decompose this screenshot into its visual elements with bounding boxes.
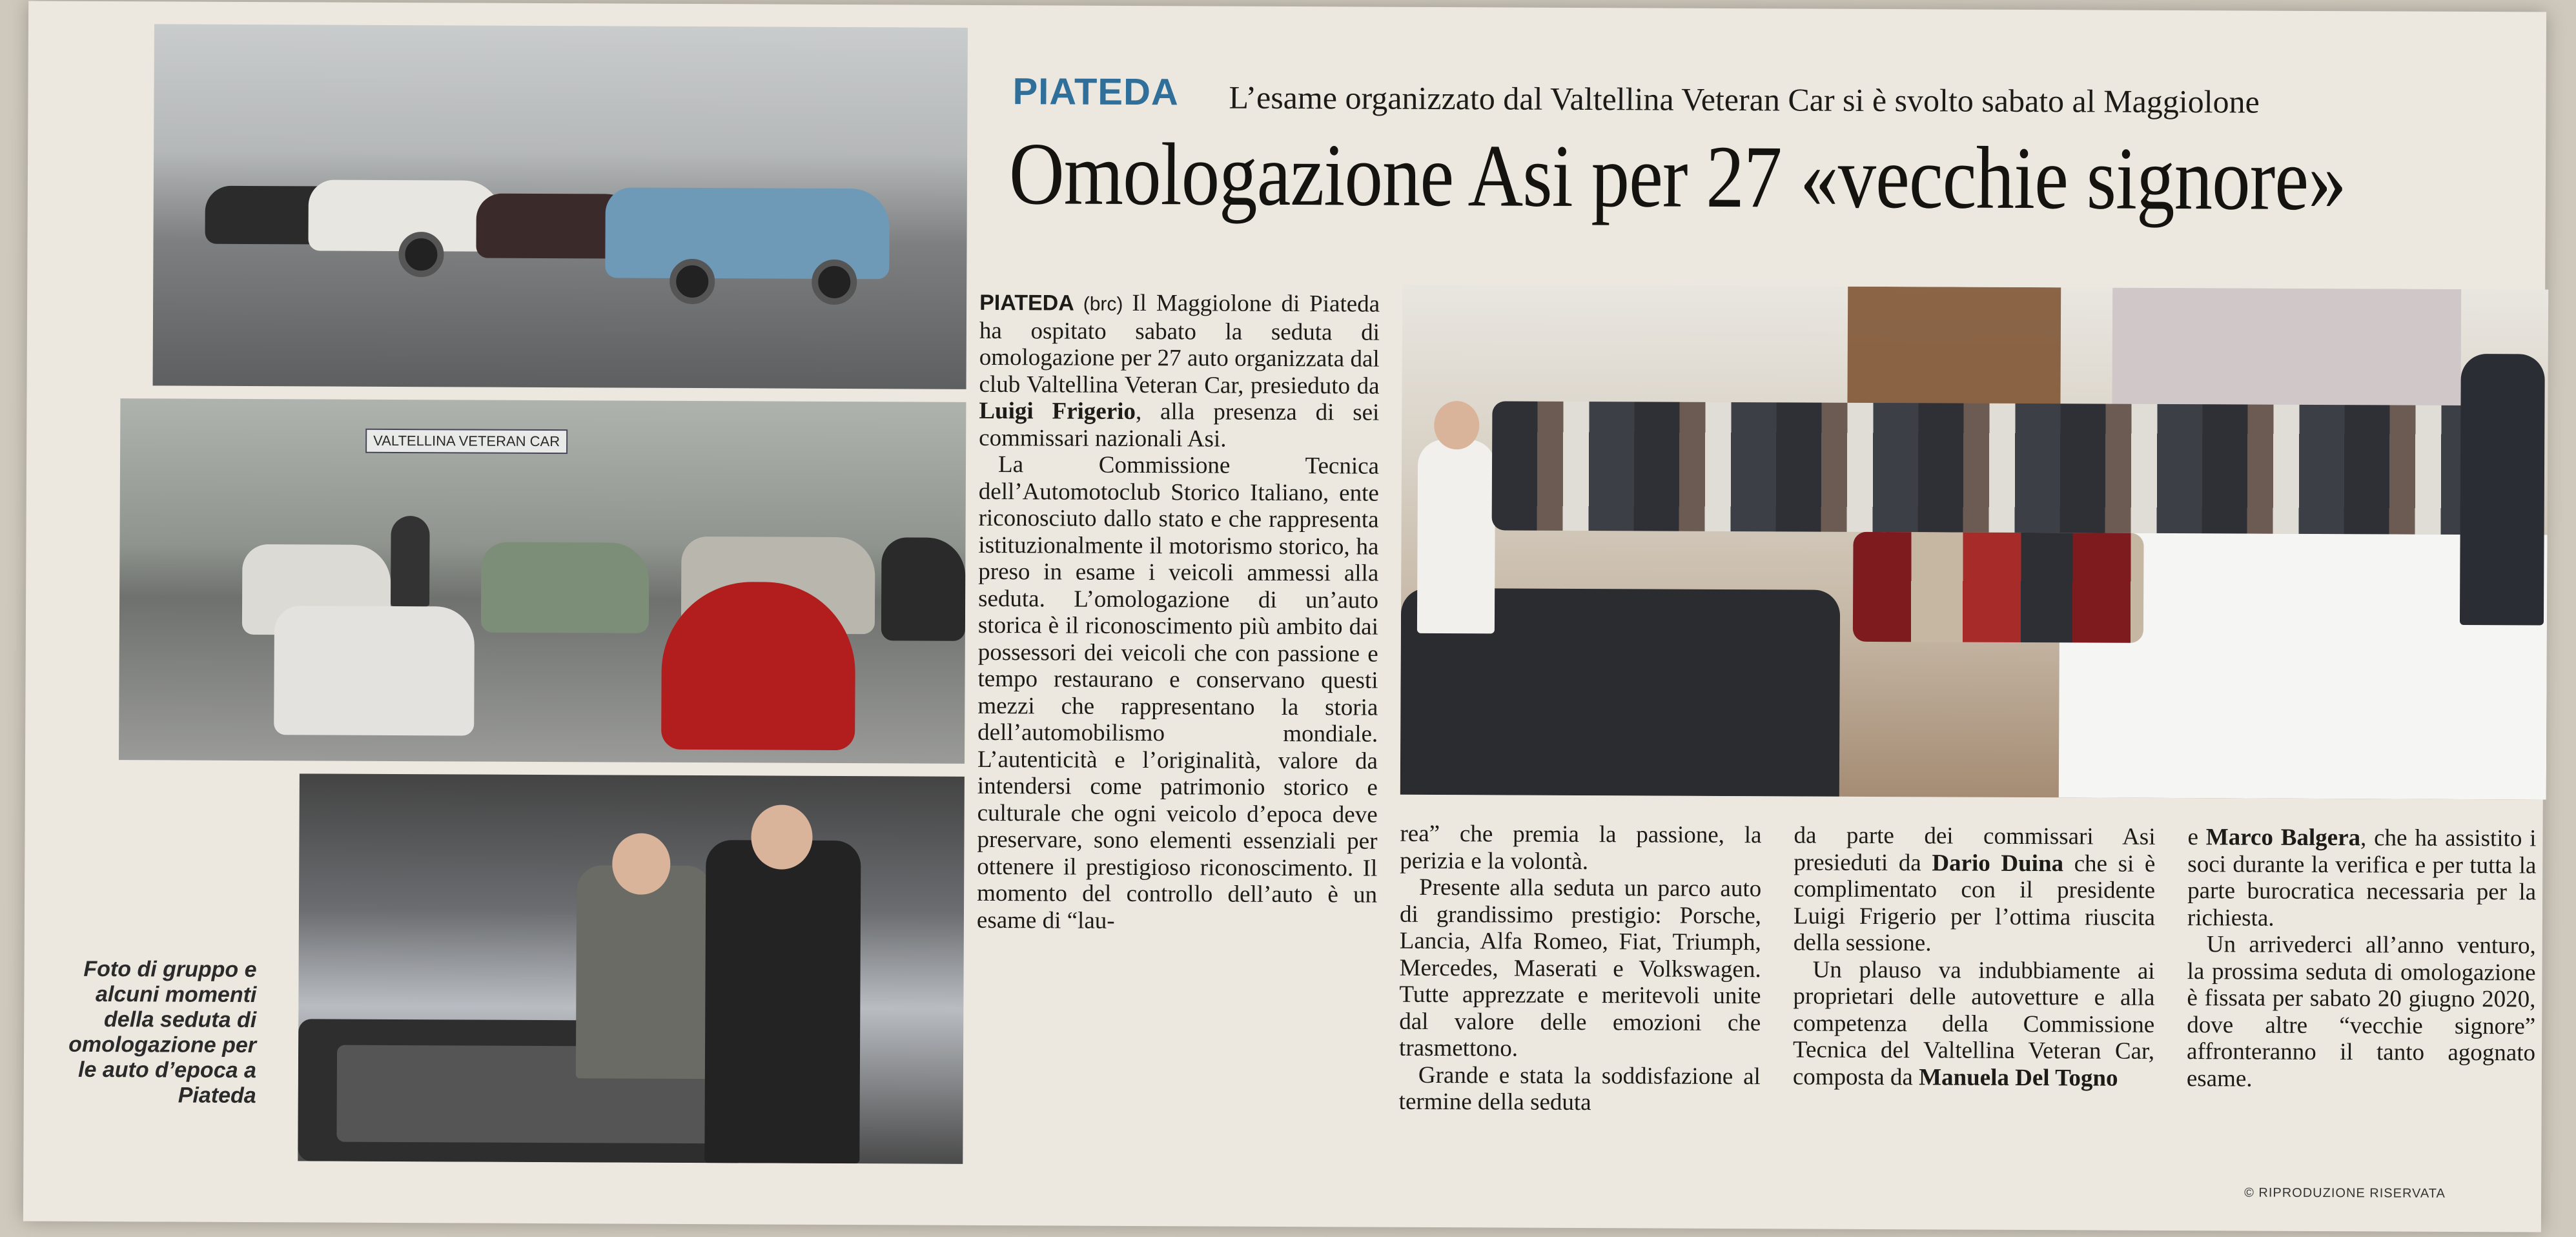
copyright-notice: © RIPRODUZIONE RISERVATA xyxy=(2244,1185,2446,1201)
paragraph-text: da parte dei commissari Asi presieduti da xyxy=(1794,822,2156,876)
byline: (brc) xyxy=(1074,293,1132,315)
dateline: PIATEDA xyxy=(979,290,1074,316)
paragraph-text: Il Maggiolone di Piateda ha ospitato sabato la seduta di omologazione per 27 auto organizzata dal club Valtellina Veteran Car, presieduto da xyxy=(979,289,1380,400)
paragraph-text: e xyxy=(2187,824,2206,851)
paragraph-text: che si è complimentato con il presidente Luigi Frigerio per l’ottima riuscita della sessione. xyxy=(1793,850,2156,957)
paragraph: Presente alla seduta un parco auto di grandissimo prestigio: Porsche, Lancia, Alfa Romeo, Fiat, Triumph, Mercedes, Maserati e Volkswagen. Tutte apprezzate e meritevoli unite dal valore delle emozioni che trasmettono. xyxy=(1398,874,1762,1062)
article-column-4 xyxy=(2187,824,2537,1093)
newspaper-page xyxy=(23,1,2546,1232)
photo-cars-rain xyxy=(119,398,966,764)
person-name: Marco Balgera xyxy=(2205,824,2361,852)
photo-group xyxy=(1400,285,2548,800)
paragraph-text: , alla presenza di sei commissari nazionali Asi. xyxy=(979,398,1380,453)
article-column-1 xyxy=(977,289,1380,935)
article-column-3 xyxy=(1793,822,2156,1091)
club-banner: VALTELLINA VETERAN CAR xyxy=(365,429,567,454)
paragraph-text: , che ha assistito i soci durante la verifica e per tutta la parte burocratica necessaria per la richiesta. xyxy=(2187,824,2537,932)
paragraph: Grande e stata la soddisfazione al termine della seduta xyxy=(1398,1061,1761,1116)
headline: Omologazione Asi per 27 «vecchie signore» xyxy=(1008,124,2347,229)
photo-caption: Foto di gruppo e alcuni momenti della seduta di omologazione per le auto d’epoca a Piateda xyxy=(68,956,257,1109)
subheadline: L’esame organizzato dal Valtellina Veteran Car si è svolto sabato al Maggiolone xyxy=(1229,79,2260,120)
paragraph: La Commissione Tecnica dell’Automotoclub Storico Italiano, ente riconosciuto dallo stato e che rappresenta istituzionalmente il motorismo storico, ha preso in esame i veicoli ammessi alla seduta. L’omologazione di un’auto storica è il riconoscimento più ambito dai possessori dei veicoli che con passione e tempo restaurano e conservano questi mezzi che rappresentano la storia dell’automobilismo mondiale. L’autenticità e l’originalità, valore da intendersi come patrimonio storico e culturale che ogni veicolo d’epoca deve preservare, sono elementi essenziali per ottenere il prestigioso riconoscimento. Il momento del controllo dell’auto è un esame di “lau- xyxy=(976,451,1380,934)
paragraph: Un arrivederci all’anno venturo, la prossima seduta di omologazione è fissata per sabato 20 giugno 2020, dove altre “vecchie signore” affronteranno il tanto agognato esame. xyxy=(2186,931,2536,1092)
paragraph: rea” che premia la passione, la perizia e la volontà. xyxy=(1400,820,1762,875)
person-name: Dario Duina xyxy=(1932,849,2064,877)
person-name: Luigi Frigerio xyxy=(979,397,1136,425)
photo-engine-inspection xyxy=(298,773,965,1163)
person-name: Manuela Del Togno xyxy=(1919,1063,2118,1092)
kicker: PIATEDA xyxy=(1012,70,1179,114)
article-column-2 xyxy=(1399,821,1762,1117)
photo-cars-parked xyxy=(153,24,968,389)
paragraph-text: Un plauso va indubbiamente ai proprietari delle autovetture e alla competenza della Commissione Tecnica del Valtellina Veteran Car, composta da xyxy=(1792,956,2155,1090)
